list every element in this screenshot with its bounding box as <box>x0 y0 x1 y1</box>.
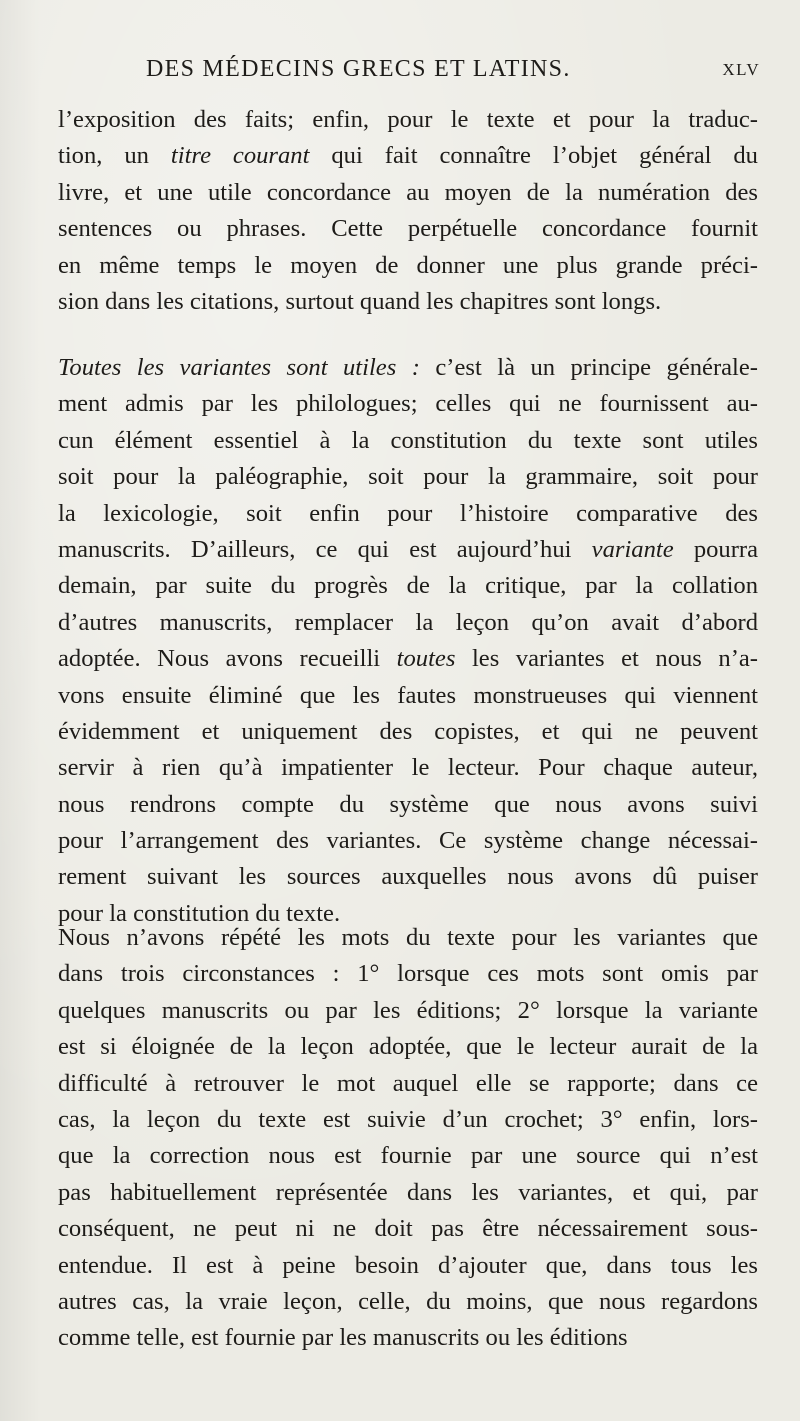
text-line <box>58 248 758 284</box>
text-line <box>58 859 758 895</box>
text-line <box>58 956 758 992</box>
running-title: DES MÉDECINS GRECS ET LATINS. <box>146 56 571 82</box>
text-run: c’est là un principe générale- <box>419 354 758 381</box>
text-run: demain, par suite du progrès de la critique, par la collation <box>58 572 758 600</box>
text-run: autres cas, la vraie leçon, celle, du moins, que nous regardons <box>58 1287 758 1315</box>
text-run: comme telle, est fournie par les manuscrits ou les éditions <box>58 1324 628 1352</box>
text-line <box>58 823 758 859</box>
text-run: nous rendrons compte du système que nous avons suivi <box>58 790 758 818</box>
text-line <box>58 605 758 641</box>
text-line <box>58 787 758 823</box>
text-run: soit pour la paléographie, soit pour la grammaire, soit pour <box>58 463 758 491</box>
text-line <box>58 568 758 604</box>
text-run: rement suivant les sources auxquelles nous avons dû puiser <box>58 863 758 891</box>
text-run: livre, et une utile concordance au moyen de la numération des <box>58 178 758 206</box>
text-line <box>58 678 758 714</box>
text-run: pourra <box>673 535 758 563</box>
text-line <box>58 138 758 174</box>
text-run: la lexicologie, soit enfin pour l’histoire comparative des <box>58 499 758 527</box>
text-run: cun élément essentiel à la constitution du texte sont utiles <box>58 426 758 454</box>
text-run: pas habituellement représentée dans les variantes, et qui, par <box>58 1178 758 1206</box>
text-line <box>58 1066 758 1102</box>
text-line <box>58 386 758 422</box>
page-number: XLV <box>722 60 760 79</box>
text-line <box>58 175 758 211</box>
text-line <box>58 1102 758 1138</box>
text-run: que la correction nous est fournie par une source qui n’est <box>58 1142 758 1170</box>
text-run: en même temps le moyen de donner une plus grande préci- <box>58 251 758 279</box>
paragraph-1 <box>58 102 758 320</box>
text-line <box>58 532 758 568</box>
text-line <box>58 750 758 786</box>
text-run: difficulté à retrouver le mot auquel elle se rapporte; dans ce <box>58 1069 758 1097</box>
text-line <box>58 284 758 320</box>
text-line <box>58 459 758 495</box>
text-run: sion dans les citations, surtout quand les chapitres sont longs. <box>58 287 662 315</box>
text-run: les variantes et nous n’a- <box>455 645 758 673</box>
text-line <box>58 102 758 138</box>
italic-phrase: variante <box>591 535 674 563</box>
text-line <box>58 1248 758 1284</box>
text-run: conséquent, ne peut ni ne doit pas être nécessairement sous- <box>58 1215 758 1243</box>
text-run: adoptée. Nous avons recueilli <box>58 645 397 673</box>
text-run: est si éloignée de la leçon adoptée, que le lecteur aurait de la <box>58 1033 758 1061</box>
italic-phrase: Toutes les variantes sont utiles : <box>58 354 420 381</box>
text-run: évidemment et uniquement des copistes, et qui ne peuvent <box>58 717 758 745</box>
text-run: cas, la leçon du texte est suivie d’un crochet; 3° enfin, lors- <box>58 1105 758 1133</box>
text-run: manuscrits. D’ailleurs, ce qui est aujourd’hui <box>58 535 592 563</box>
text-run: tion, un <box>58 142 171 170</box>
text-line <box>58 714 758 750</box>
text-run: sentences ou phrases. Cette perpétuelle concordance fournit <box>58 215 758 243</box>
text-run: pour la constitution du texte. <box>58 899 341 927</box>
text-run: dans trois circonstances : 1° lorsque ces mots sont omis par <box>58 960 758 988</box>
italic-phrase: titre courant <box>170 142 310 170</box>
text-line <box>58 1175 758 1211</box>
text-run: ment admis par les philologues; celles qui ne fournissent au- <box>58 390 758 418</box>
text-line <box>58 1211 758 1247</box>
text-run: vons ensuite éliminé que les fautes monstrueuses qui viennent <box>58 681 758 709</box>
text-line <box>58 350 758 386</box>
text-line <box>58 920 758 956</box>
text-line <box>58 1138 758 1174</box>
text-run: Nous n’avons répété les mots du texte pour les variantes que <box>58 924 758 951</box>
text-run: servir à rien qu’à impatienter le lecteur. Pour chaque auteur, <box>58 754 758 782</box>
text-line <box>58 496 758 532</box>
text-line <box>58 1284 758 1320</box>
text-run: pour l’arrangement des variantes. Ce système change nécessai- <box>58 827 758 855</box>
text-line <box>58 211 758 247</box>
text-line <box>58 993 758 1029</box>
text-run: quelques manuscrits ou par les éditions; 2° lorsque la variante <box>58 996 758 1024</box>
text-run: l’exposition des faits; enfin, pour le texte et pour la traduc- <box>58 106 758 133</box>
text-run: entendue. Il est à peine besoin d’ajouter que, dans tous les <box>58 1251 758 1279</box>
text-line <box>58 1029 758 1065</box>
text-line <box>58 641 758 677</box>
text-line <box>58 423 758 459</box>
italic-phrase: toutes <box>396 645 456 673</box>
running-header <box>60 56 760 90</box>
paragraph-3 <box>58 920 758 1357</box>
text-run: qui fait connaître l’objet général du <box>309 142 758 170</box>
text-run: d’autres manuscrits, remplacer la leçon qu’on avait d’abord <box>58 608 758 636</box>
paragraph-2 <box>58 350 758 932</box>
text-line <box>58 1320 758 1356</box>
